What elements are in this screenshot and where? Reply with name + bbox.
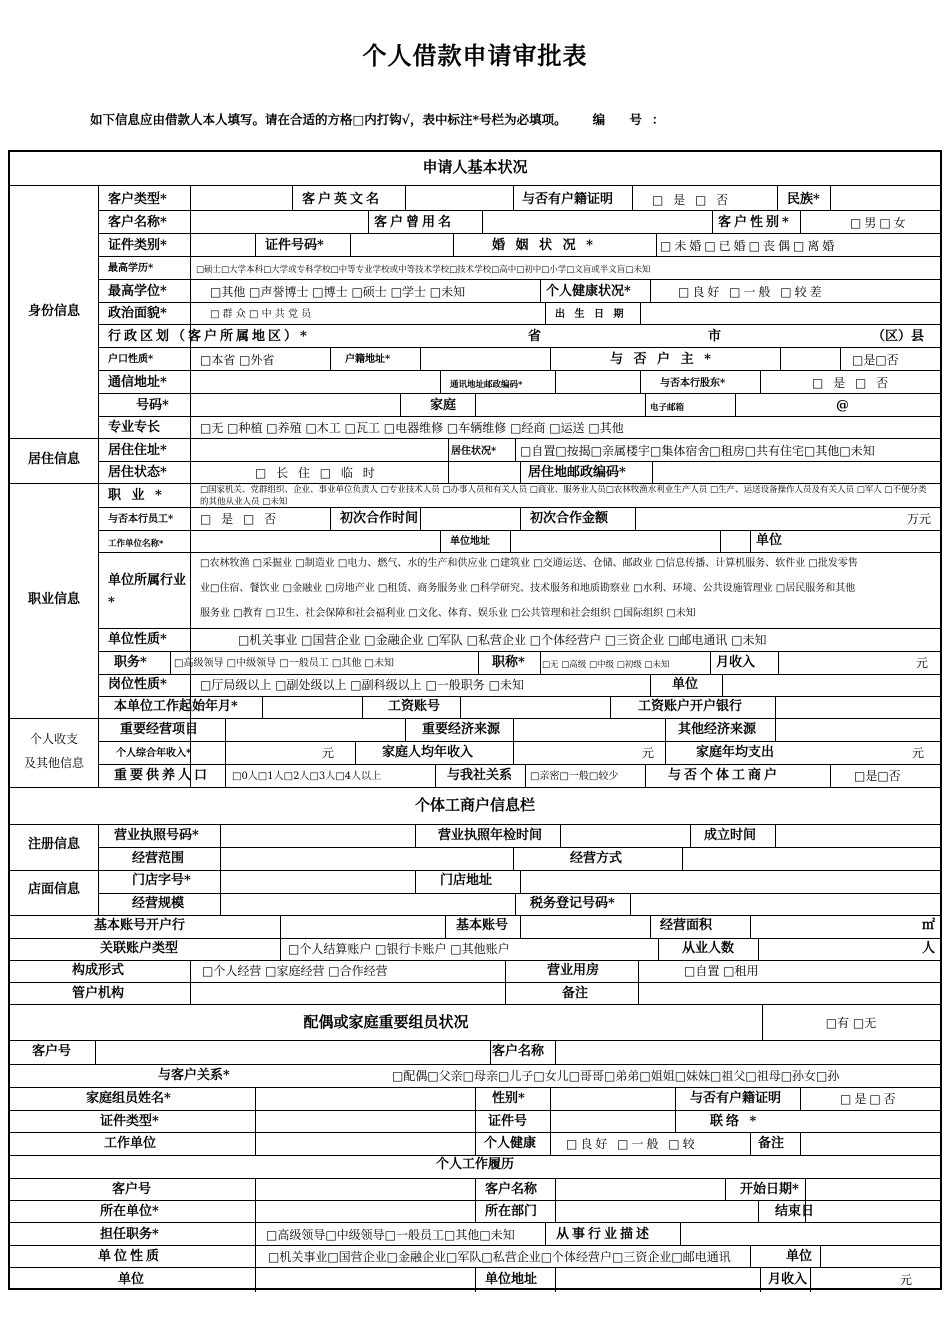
label-county: （区）县 xyxy=(872,329,925,344)
self-employed-checkbox[interactable]: □是□否 xyxy=(854,769,901,783)
label-res-address: 居住住址* xyxy=(108,443,167,458)
label-basic-bank: 基本账号开户行 xyxy=(94,918,186,933)
label-family-relation: 与客户关系* xyxy=(158,1068,230,1083)
label-employer-addr: 单位地址 xyxy=(450,536,490,547)
householder-checkbox[interactable]: □是□否 xyxy=(852,353,899,367)
label-work-dept: 所在部门 xyxy=(485,1204,538,1219)
label-family-cust-no: 客户号 xyxy=(32,1044,72,1059)
label-province: 省 xyxy=(528,329,542,344)
label-scope: 经营范围 xyxy=(132,851,185,866)
label-customer-type: 客户类型* xyxy=(108,192,167,207)
label-monthly-income: 月收入 xyxy=(716,655,756,670)
label-former-name: 客户曾用名 xyxy=(374,215,455,230)
label-member-gender: 性别* xyxy=(492,1091,525,1106)
label-unit-nature: 单位性质* xyxy=(108,632,167,647)
dependents-checkbox[interactable]: □0人□1人□2人□3人□4人以上 xyxy=(232,771,382,782)
hukou-nature-checkbox[interactable]: □本省 □外省 xyxy=(200,353,275,367)
label-res-state: 居住状态* xyxy=(108,465,167,480)
label-salary-account: 工资账号 xyxy=(388,699,441,714)
family-relation-checkbox[interactable]: □配偶□父亲□母亲□儿子□女儿□哥哥□弟弟□姐姐□妹妹□祖父□祖母□孙女□孙 xyxy=(392,1069,840,1083)
industry-checkbox-line-3[interactable]: 服务业 □教育 □卫生、社会保障和社会福利业 □文化、体育、娱乐业 □公共管理和社会组织 □国际组织 □未知 xyxy=(200,608,696,619)
label-gender: 客户性别* xyxy=(718,215,792,230)
label-mode: 经营方式 xyxy=(570,851,623,866)
title-checkbox[interactable]: □无 □高级 □中级 □初级 □未知 xyxy=(542,660,670,670)
label-work-cust-name: 客户名称 xyxy=(485,1182,538,1197)
industry-checkbox-line-2[interactable]: 业□住宿、餐饮业 □金融业 □房地产业 □租赁、商务服务业 □科学研究、技术服务和地质勘察业 □水利、环境、公共设施管理业 □居民服务和其他 xyxy=(200,583,856,594)
label-is-self-employed: 与否个体工商户 xyxy=(668,768,781,783)
label-member-id-no: 证件号 xyxy=(488,1114,528,1129)
instructions xyxy=(90,110,674,128)
label-license-no: 营业执照号码* xyxy=(114,828,199,843)
label-res-status: 居住状况* xyxy=(451,446,497,457)
label-work-start: 开始日期* xyxy=(740,1182,799,1197)
premises-checkbox[interactable]: □自置 □租用 xyxy=(684,964,759,978)
label-member-contact: 联络 * xyxy=(710,1114,760,1129)
label-main-source: 重要经济来源 xyxy=(422,722,501,737)
page-title: 个人借款申请审批表 xyxy=(362,42,588,70)
label-employer: 工作单位名称* xyxy=(108,539,164,549)
political-checkbox[interactable]: □ 群 众 □ 中 共 党 员 xyxy=(210,309,312,320)
degree-checkbox[interactable]: □其他 □声誉博士 □博士 □硕士 □学士 □未知 xyxy=(210,285,466,299)
label-main-business: 重要经营项目 xyxy=(120,722,199,737)
label-english-name: 客户英文名 xyxy=(302,192,383,207)
marital-checkbox[interactable]: □未婚□已婚□丧偶□离婚 xyxy=(660,239,838,253)
label-mgmt: 管户机构 xyxy=(72,986,125,1001)
section-basic-heading: 申请人基本状况 xyxy=(422,158,528,176)
label-city: 市 xyxy=(708,329,722,344)
label-id-type: 证件类别* xyxy=(108,238,167,253)
label-householder: 与 否 户 主 * xyxy=(610,352,714,367)
label-education: 最高学历* xyxy=(108,263,154,274)
label-form-type: 构成形式 xyxy=(72,963,125,978)
label-id-number: 证件号码* xyxy=(265,238,324,253)
annual-income-unit: 元 xyxy=(322,746,335,760)
label-first-coop: 初次合作时间 xyxy=(340,511,419,526)
family-avg-unit: 元 xyxy=(642,746,655,760)
group-store: 店面信息 xyxy=(27,882,80,897)
label-linked-type: 关联账户类型 xyxy=(100,941,179,956)
group-income-1: 个人收支 xyxy=(29,732,78,746)
label-shareholder: 与否本行股东* xyxy=(660,378,726,389)
label-scale: 经营规模 xyxy=(132,896,185,911)
label-work-unit: 所在单位* xyxy=(100,1204,159,1219)
group-income-2: 及其他信息 xyxy=(23,756,84,770)
label-hukou-nature: 户口性质* xyxy=(108,354,154,365)
label-industry: 单位所属行业* xyxy=(108,573,187,610)
label-member-health: 个人健康 xyxy=(484,1136,537,1151)
label-ethnicity: 民族* xyxy=(787,192,820,207)
label-mail-address: 通信地址* xyxy=(108,375,167,390)
section-work-history-heading: 个人工作履历 xyxy=(435,1157,514,1172)
application-form xyxy=(8,150,942,1290)
label-work-end: 结束日 xyxy=(775,1204,815,1219)
post-nature-checkbox[interactable]: □厅局级以上 □副处级以上 □副科级以上 □一般职务 □未知 xyxy=(200,678,524,692)
label-premises: 营业用房 xyxy=(547,963,600,978)
label-post-nature: 岗位性质* xyxy=(108,677,167,692)
relation-checkbox[interactable]: □亲密□一般□较少 xyxy=(530,771,619,782)
health-checkbox[interactable]: □良好 □一般 □较差 xyxy=(678,285,825,299)
family-has-checkbox[interactable]: □有 □无 xyxy=(825,1016,877,1030)
job-checkbox[interactable]: □国家机关、党群组织、企业、事业单位负责人 □专业技术人员 □办事人员和有关人员 □商业、服务业人员□农林牧渔水利业生产人员 □生产、运送设备操作人员及有关人员 □军人 □不便分类的其他从业人员 □未知 xyxy=(200,485,927,507)
label-customer-name: 客户名称* xyxy=(108,215,167,230)
res-state-checkbox[interactable]: □ 长 住 □ 临 时 xyxy=(255,466,378,480)
member-hukou-checkbox[interactable]: □是□否 xyxy=(840,1092,899,1106)
label-work-cust-no: 客户号 xyxy=(112,1182,152,1197)
label-member-name: 家庭组员姓名* xyxy=(86,1091,171,1106)
label-unit: 单位 xyxy=(756,533,783,548)
label-member-hukou: 与否有户籍证明 xyxy=(690,1091,782,1106)
label-store-name: 门店字号* xyxy=(132,873,191,888)
label-start-date: 本单位工作起始年月* xyxy=(114,699,238,714)
label-relation: 与我社关系 xyxy=(447,768,513,783)
group-occupation: 职业信息 xyxy=(27,592,80,607)
shareholder-checkbox[interactable]: □ 是 □ 否 xyxy=(812,376,892,390)
label-member-remark: 备注 xyxy=(758,1136,785,1151)
label-mail-postcode: 通讯地址邮政编码* xyxy=(450,380,523,390)
first-amount-unit: 万元 xyxy=(907,512,932,526)
label-dependents: 重要供养人口 xyxy=(114,768,211,783)
label-work-unit-nature: 单位性质 xyxy=(98,1249,163,1264)
section-family-heading: 配偶或家庭重要组员状况 xyxy=(303,1013,469,1031)
label-email: 电子邮箱 xyxy=(650,403,685,413)
specialty-checkbox[interactable]: □无 □种植 □养殖 □木工 □瓦工 □电器维修 □车辆维修 □经商 □运送 □其他 xyxy=(200,421,624,435)
label-staff: 从业人数 xyxy=(682,941,735,956)
label-basic-acct: 基本账号 xyxy=(456,918,509,933)
label-job: 职 业 * xyxy=(108,488,165,503)
label-health: 个人健康状况* xyxy=(546,284,631,299)
gender-checkbox[interactable]: □男□女 xyxy=(850,216,909,230)
label-res-postcode: 居住地邮政编码* xyxy=(528,465,626,480)
label-post-unit: 单位 xyxy=(672,677,699,692)
label-political: 政治面貌* xyxy=(108,306,167,321)
label-annual-income: 个人综合年收入* xyxy=(116,748,192,759)
label-title: 职称* xyxy=(492,655,525,670)
instructions-text: 如下信息应由借款人本人填写。请在合适的方格□内打钩√，表中标注*号栏为必填项。 xyxy=(90,112,567,127)
label-district: 行政区划（客户所属地区）* xyxy=(108,329,310,344)
label-first-amount: 初次合作金额 xyxy=(530,511,609,526)
is-staff-checkbox[interactable]: □ 是 □ 否 xyxy=(200,512,280,526)
label-is-staff: 与否本行员工* xyxy=(108,514,174,525)
label-home: 家庭 xyxy=(430,398,457,413)
label-work-unit3: 单位 xyxy=(118,1272,145,1287)
label-member-employer: 工作单位 xyxy=(104,1136,157,1151)
label-other-source: 其他经济来源 xyxy=(678,722,757,737)
form-type-checkbox[interactable]: □个人经营 □家庭经营 □合作经营 xyxy=(202,964,388,978)
label-note: 备注 xyxy=(562,986,589,1001)
label-license-check: 营业执照年检时间 xyxy=(438,828,543,843)
industry-checkbox-line-1[interactable]: □农林牧渔 □采掘业 □制造业 □电力、燃气、水的生产和供应业 □建筑业 □交通运送、仓储、邮政业 □信息传播、计算机服务、软件业 □批发零售 xyxy=(200,558,858,569)
form-number-label: 编 号： xyxy=(592,112,675,127)
work-monthly-unit: 元 xyxy=(900,1273,913,1287)
label-family-avg: 家庭人均年收入 xyxy=(382,745,474,760)
staff-unit: 人 xyxy=(922,941,936,956)
res-status-checkbox[interactable]: □自置□按揭□亲属楼宇□集体宿舍□租房□共有住宅□其他□未知 xyxy=(520,444,875,458)
label-work-unit2: 单位 xyxy=(786,1249,813,1264)
has-hukou-checkbox[interactable]: □ 是 □ 否 xyxy=(652,193,732,207)
label-hukou-address: 户籍地址* xyxy=(345,354,391,365)
education-checkbox[interactable]: □硕士□大学本科□大学或专科学校□中等专业学校或中等技术学校□技术学校□高中□初中□小学□文盲或半文盲□未知 xyxy=(196,265,651,275)
group-identity: 身份信息 xyxy=(27,304,80,319)
label-salary-bank: 工资账户开户银行 xyxy=(638,699,743,714)
label-work-unit-addr: 单位地址 xyxy=(485,1272,538,1287)
label-family-expense: 家庭年均支出 xyxy=(696,745,775,760)
label-position: 职务* xyxy=(114,655,147,670)
section-business-heading: 个体工商户信息栏 xyxy=(414,796,535,814)
email-at: @ xyxy=(836,398,849,413)
work-position-checkbox[interactable]: □高级领导□中级领导□一般员工□其他□未知 xyxy=(266,1228,515,1242)
label-work-monthly: 月收入 xyxy=(768,1272,808,1287)
unit-nature-checkbox[interactable]: □机关事业 □国营企业 □金融企业 □军队 □私营企业 □个体经营户 □三资企业 □邮电通讯 □未知 xyxy=(238,633,767,647)
label-established: 成立时间 xyxy=(704,828,757,843)
label-store-addr: 门店地址 xyxy=(440,873,493,888)
monthly-income-unit: 元 xyxy=(916,656,929,670)
label-area: 经营面积 xyxy=(660,918,713,933)
label-birth-date: 出 生 日 期 xyxy=(555,309,627,320)
label-marital: 婚 姻 状 况 * xyxy=(492,238,596,253)
area-unit: ㎡ xyxy=(922,918,936,933)
label-phone: 号码* xyxy=(136,398,169,413)
label-tax-no: 税务登记号码* xyxy=(530,896,615,911)
label-industry-desc: 从事行业描述 xyxy=(556,1227,653,1242)
linked-account-checkbox[interactable]: □个人结算账户 □银行卡账户 □其他账户 xyxy=(288,942,510,956)
position-checkbox[interactable]: □高级领导 □中级领导 □一般员工 □其他 □未知 xyxy=(174,658,394,669)
group-registration: 注册信息 xyxy=(27,837,80,852)
family-expense-unit: 元 xyxy=(912,746,925,760)
label-has-hukou: 与否有户籍证明 xyxy=(522,192,614,207)
group-residence: 居住信息 xyxy=(27,452,80,467)
work-unit-nature-checkbox[interactable]: □机关事业□国营企业□金融企业□军队□私营企业□个体经营户□三资企业□邮电通讯 xyxy=(268,1250,731,1264)
label-work-position: 担任职务* xyxy=(100,1227,159,1242)
label-specialty: 专业专长 xyxy=(108,420,161,435)
label-family-cust-name: 客户名称 xyxy=(492,1044,545,1059)
member-health-checkbox[interactable]: □良好 □一般 □较 xyxy=(566,1137,698,1151)
label-degree: 最高学位* xyxy=(108,284,167,299)
label-member-id-type: 证件类型* xyxy=(100,1114,159,1129)
